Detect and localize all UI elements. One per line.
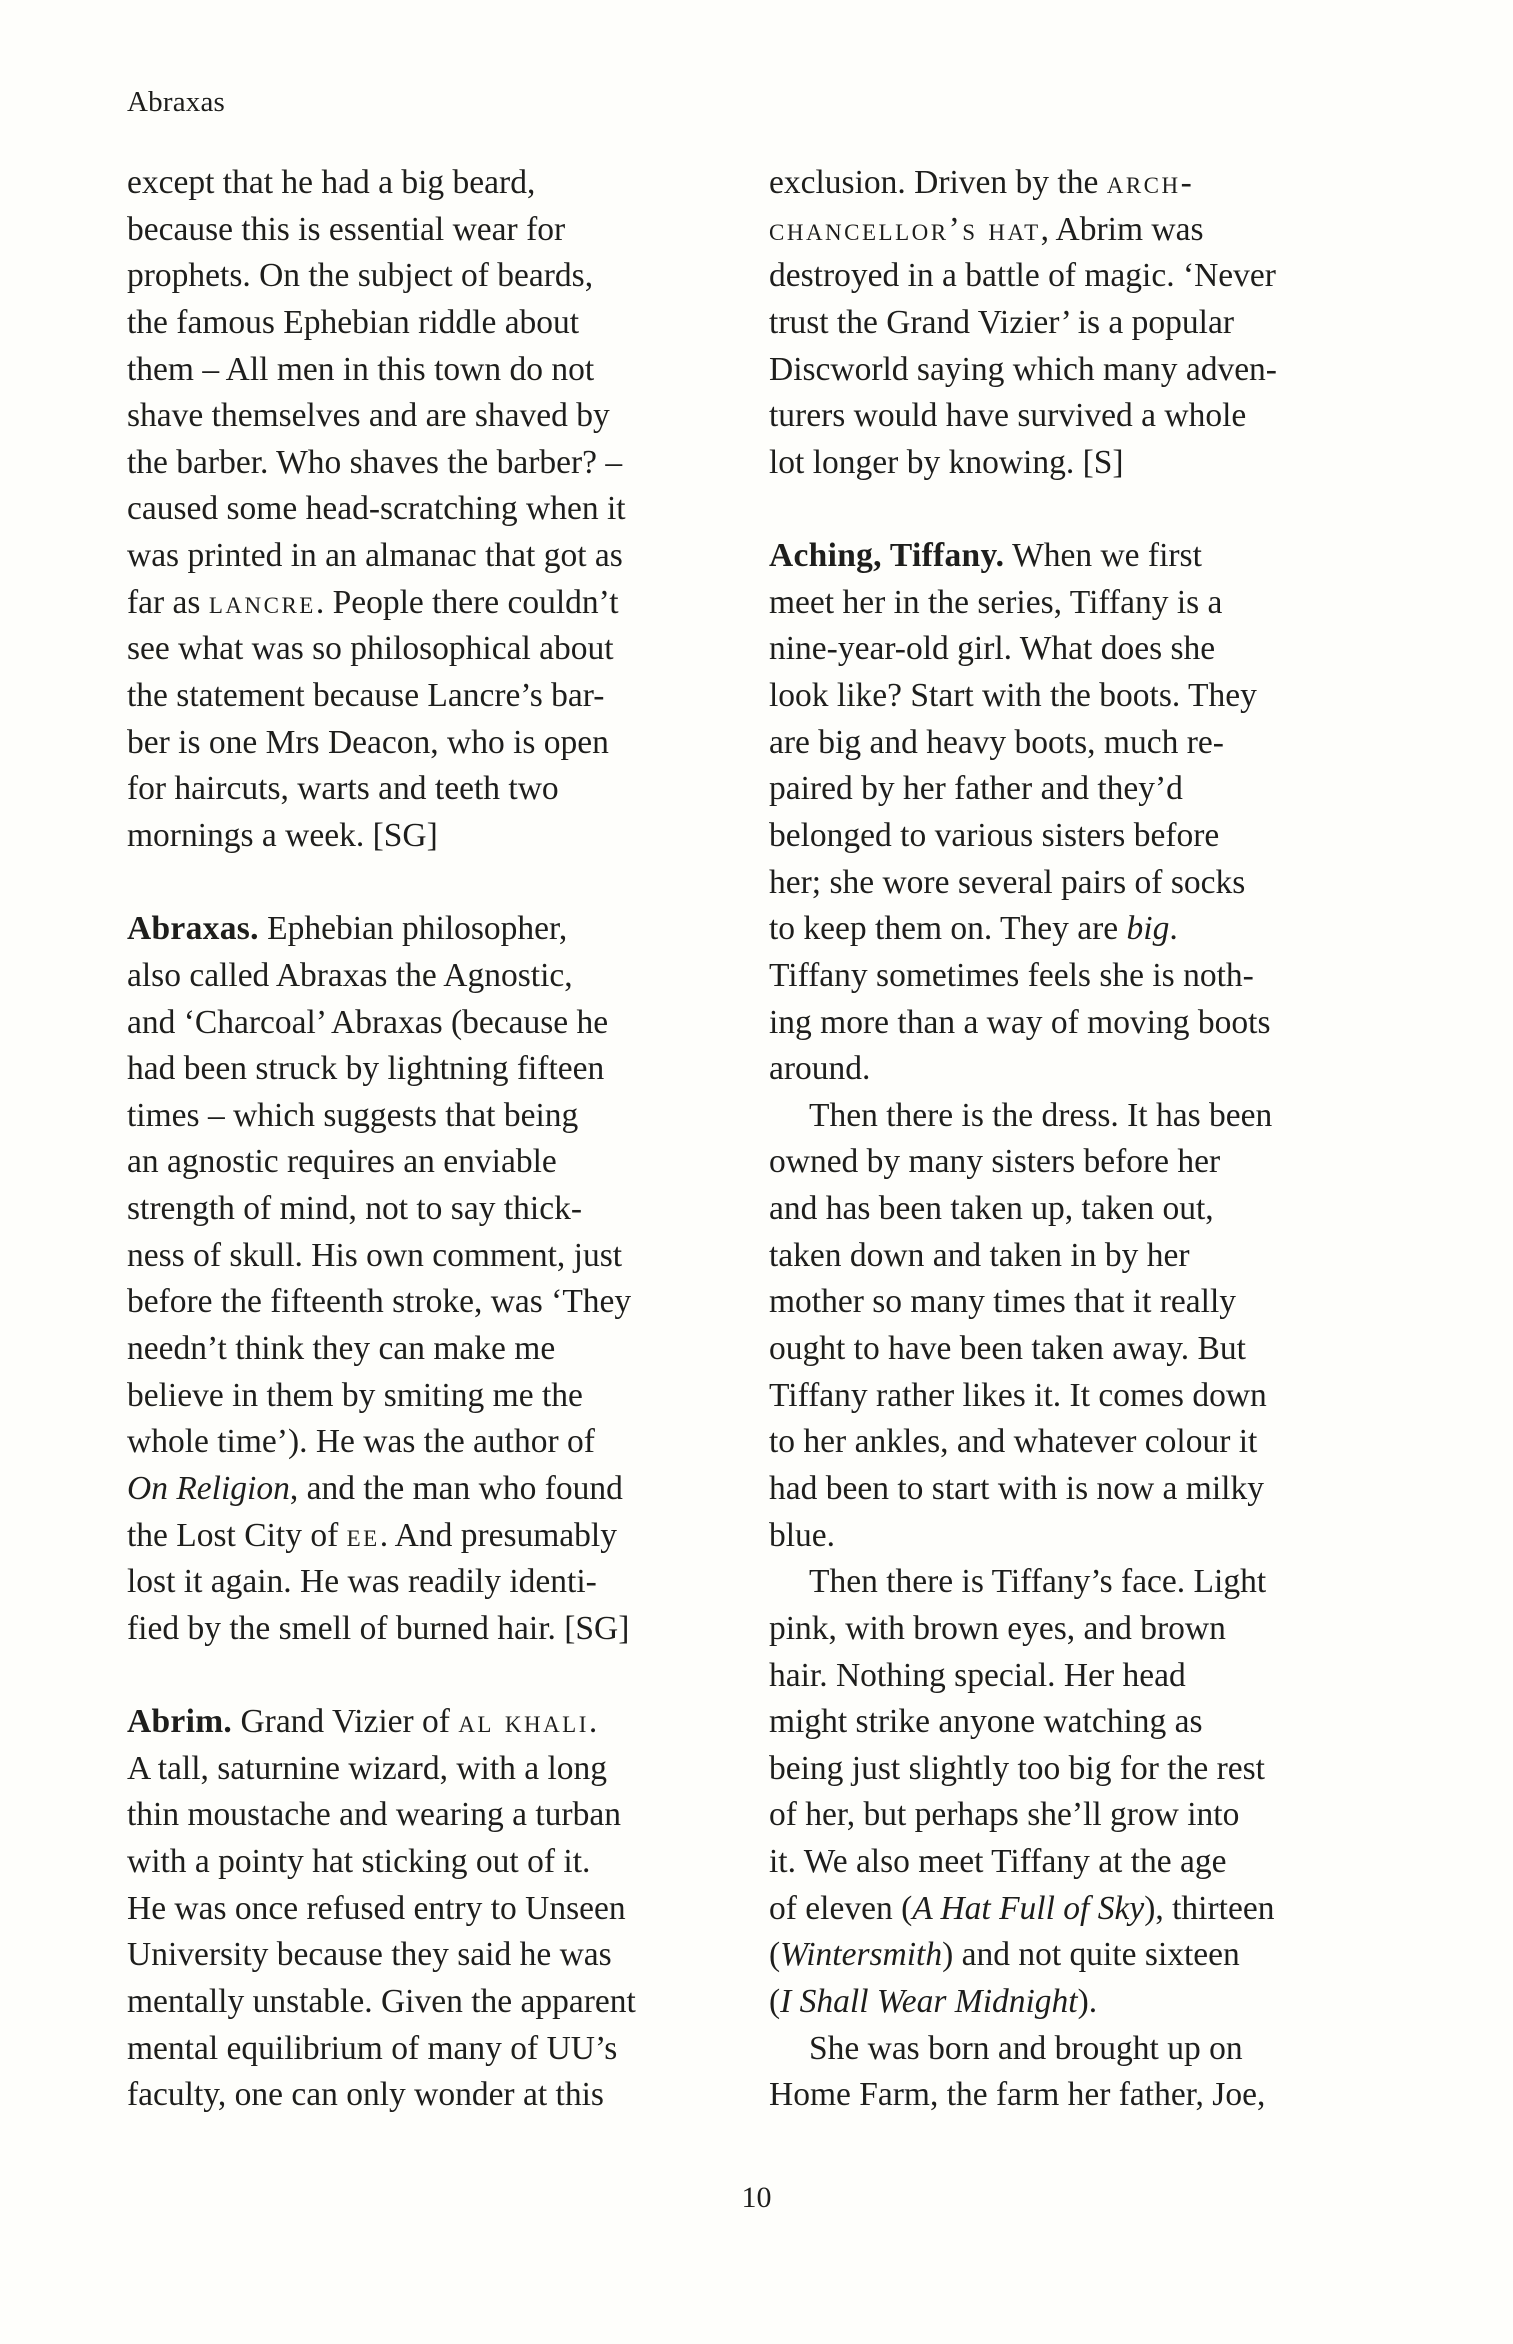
text-run: belonged to various sisters before (769, 816, 1220, 854)
text-line (769, 953, 1365, 1000)
text-run: owned by many sisters before her (769, 1143, 1221, 1181)
text-run: and has been taken up, taken out, (769, 1190, 1214, 1228)
text-run: . (1169, 910, 1178, 948)
text-line (127, 626, 727, 673)
text-run: , Abrim was (1040, 210, 1204, 248)
left-column (127, 160, 727, 2119)
text-line (127, 2072, 727, 2119)
text-line (769, 2026, 1405, 2073)
text-run: had been struck by lightning fifteen (127, 1050, 605, 1088)
text-run: far as (127, 583, 209, 621)
text-line (769, 673, 1365, 720)
text-line (769, 1466, 1365, 1513)
text-run: blue. (769, 1516, 836, 1554)
text-line (127, 1513, 727, 1560)
right-column (769, 160, 1365, 2119)
text-run: strength of mind, not to say thick- (127, 1190, 582, 1228)
text-run: needn’t think they can make me (127, 1330, 556, 1368)
text-run: around. (769, 1050, 871, 1088)
text-run: prophets. On the subject of beards, (127, 257, 594, 295)
text-line (769, 440, 1365, 487)
text-run: University because they said he was (127, 1936, 612, 1974)
text-line (769, 906, 1365, 953)
text-line (769, 1000, 1365, 1047)
text-line (127, 1466, 727, 1513)
text-run: meet her in the series, Tiffany is a (769, 583, 1223, 621)
text-line (127, 1046, 727, 1093)
text-run: ), thirteen (1144, 1889, 1275, 1927)
text-run: except that he had a big beard, (127, 164, 536, 201)
text-line (127, 1419, 727, 1466)
text-run: ) and not quite sixteen (942, 1936, 1240, 1974)
text-line (769, 1513, 1365, 1560)
text-line (769, 393, 1365, 440)
text-run: mother so many times that it really (769, 1283, 1237, 1321)
text-run: . And presumably (379, 1516, 617, 1554)
text-run: lot longer by knowing. [S] (769, 443, 1124, 481)
text-run: the barber. Who shaves the barber? – (127, 443, 623, 481)
text-line (769, 1699, 1365, 1746)
text-line (127, 207, 727, 254)
page-number: 10 (741, 2181, 772, 2214)
text-run: might strike anyone watching as (769, 1703, 1203, 1741)
text-line (769, 1279, 1365, 1326)
text-run: mornings a week. [SG] (127, 816, 438, 854)
text-line (127, 766, 727, 813)
book-title: big (1126, 910, 1170, 948)
text-run: pink, with brown eyes, and brown (769, 1609, 1226, 1647)
text-line (127, 1000, 727, 1047)
text-run: had been to start with is now a milky (769, 1469, 1264, 1507)
cross-reference: al khali (458, 1703, 589, 1741)
text-line (769, 860, 1365, 907)
text-line (769, 1046, 1365, 1093)
text-line (769, 1653, 1365, 1700)
text-run: it. We also meet Tiffany at the age (769, 1843, 1227, 1881)
text-run: the famous Ephebian riddle about (127, 303, 580, 341)
text-line (127, 347, 727, 394)
cross-reference: ee (346, 1516, 380, 1554)
text-line (127, 1559, 727, 1606)
text-run: also called Abraxas the Agnostic, (127, 956, 573, 994)
cross-reference: lancre (208, 583, 316, 621)
text-line (127, 1606, 727, 1653)
text-line (769, 580, 1365, 627)
text-run: lost it again. He was readily identi- (127, 1563, 597, 1601)
text-run: paired by her father and they’d (769, 770, 1183, 808)
text-line (127, 953, 727, 1000)
cross-reference: arch- (1106, 164, 1195, 201)
text-run: times – which suggests that being (127, 1096, 579, 1134)
text-line (769, 1186, 1365, 1233)
text-run: being just slightly too big for the rest (769, 1749, 1265, 1787)
text-line (769, 347, 1365, 394)
text-line (769, 1886, 1365, 1933)
text-run: to her ankles, and whatever colour it (769, 1423, 1258, 1461)
entry-headword: Aching, Tiffany. (769, 537, 1005, 575)
text-line (769, 1746, 1365, 1793)
paragraph-gap (769, 486, 1365, 533)
text-run: of her, but perhaps she’ll grow into (769, 1796, 1240, 1834)
text-line (769, 2072, 1365, 2119)
text-run: taken down and taken in by her (769, 1236, 1190, 1274)
text-run: are big and heavy boots, much re- (769, 723, 1224, 761)
text-line (769, 1326, 1365, 1373)
text-run: ness of skull. His own comment, just (127, 1236, 623, 1274)
text-run: look like? Start with the boots. They (769, 677, 1257, 715)
text-line (127, 580, 727, 627)
text-run: nine-year-old girl. What does she (769, 630, 1216, 668)
text-run: trust the Grand Vizier’ is a popular (769, 303, 1234, 341)
paragraph-gap (127, 1653, 727, 1700)
text-line (769, 766, 1365, 813)
text-run: to keep them on. They are (769, 910, 1127, 948)
text-run: was printed in an almanac that got as (127, 537, 623, 575)
paragraph-gap (127, 860, 727, 907)
text-line (127, 533, 727, 580)
text-run: before the fifteenth stroke, was ‘They (127, 1283, 632, 1321)
text-line (769, 533, 1365, 580)
text-line (127, 393, 727, 440)
text-run: an agnostic requires an enviable (127, 1143, 557, 1181)
text-line (127, 440, 727, 487)
text-run: whole time’). He was the author of (127, 1423, 595, 1461)
text-run: them – All men in this town do not (127, 350, 595, 388)
text-run: the statement because Lancre’s bar- (127, 677, 605, 715)
text-run: She was born and brought up on (809, 2029, 1243, 2067)
text-run: , and the man who found (289, 1469, 623, 1507)
text-line (769, 1139, 1365, 1186)
text-line (127, 1839, 727, 1886)
text-line (127, 1326, 727, 1373)
book-title: I Shall Wear Midnight (780, 1982, 1078, 2020)
text-run: Tiffany rather likes it. It comes down (769, 1376, 1267, 1414)
text-run: her; she wore several pairs of socks (769, 863, 1246, 901)
text-run: Home Farm, the farm her father, Joe, (769, 2076, 1266, 2114)
text-line (127, 720, 727, 767)
text-run: see what was so philosophical about (127, 630, 614, 668)
text-run: faculty, one can only wonder at this (127, 2076, 604, 2114)
text-line (127, 300, 727, 347)
text-line (769, 813, 1365, 860)
text-run: He was once refused entry to Unseen (127, 1889, 626, 1927)
text-line (769, 720, 1365, 767)
text-line (769, 1792, 1365, 1839)
text-run: and ‘Charcoal’ Abraxas (because he (127, 1003, 609, 1041)
text-run: ing more than a way of moving boots (769, 1003, 1271, 1041)
book-title: Wintersmith (780, 1936, 943, 1974)
entry-headword: Abraxas. (127, 910, 259, 948)
text-run: thin moustache and wearing a turban (127, 1796, 621, 1834)
running-head: Abraxas (127, 86, 226, 118)
text-run: mentally unstable. Given the apparent (127, 1982, 636, 2020)
text-line (127, 906, 727, 953)
text-run: . People there couldn’t (315, 583, 619, 621)
text-line (769, 1979, 1365, 2026)
text-run: A tall, saturnine wizard, with a long (127, 1749, 608, 1787)
text-line (127, 1792, 727, 1839)
text-run: ( (769, 1936, 781, 1974)
text-run: believe in them by smiting me the (127, 1376, 583, 1414)
text-line (127, 813, 727, 860)
text-line (127, 1233, 727, 1280)
text-line (769, 253, 1365, 300)
text-line (769, 1419, 1365, 1466)
text-line (127, 1373, 727, 1420)
text-run: shave themselves and are shaved by (127, 397, 610, 435)
text-run: of eleven ( (769, 1889, 913, 1927)
text-line (769, 1839, 1365, 1886)
text-line (127, 2026, 727, 2073)
text-line (127, 160, 727, 207)
text-run: ). (1077, 1982, 1098, 2020)
text-run: exclusion. Driven by the (769, 164, 1107, 201)
text-run: Ephebian philosopher, (258, 910, 568, 948)
entry-headword: Abrim. (127, 1703, 233, 1741)
text-run: Grand Vizier of (232, 1703, 459, 1741)
text-line (127, 1932, 727, 1979)
text-line (127, 1746, 727, 1793)
text-line (769, 160, 1365, 207)
text-run: for haircuts, warts and teeth two (127, 770, 559, 808)
text-run: caused some head-scratching when it (127, 490, 626, 528)
text-line (127, 1186, 727, 1233)
text-line (127, 1093, 727, 1140)
text-run: Discworld saying which many adven- (769, 350, 1277, 388)
text-run: ought to have been taken away. But (769, 1330, 1246, 1368)
text-run: Then there is Tiffany’s face. Light (809, 1563, 1267, 1601)
text-line (127, 486, 727, 533)
text-run: Tiffany sometimes feels she is noth- (769, 956, 1254, 994)
text-run: destroyed in a battle of magic. ‘Never (769, 257, 1276, 295)
text-line (769, 1606, 1365, 1653)
text-line (769, 300, 1365, 347)
book-title: A Hat Full of Sky (912, 1889, 1145, 1927)
text-run: because this is essential wear for (127, 210, 566, 248)
text-line (127, 1279, 727, 1326)
text-line (769, 1559, 1405, 1606)
text-line (769, 1093, 1405, 1140)
text-line (127, 1886, 727, 1933)
text-line (769, 1373, 1365, 1420)
text-line (127, 1979, 727, 2026)
text-run: fied by the smell of burned hair. [SG] (127, 1609, 630, 1647)
text-run: with a pointy hat sticking out of it. (127, 1843, 591, 1881)
text-run: turers would have survived a whole (769, 397, 1247, 435)
text-run: mental equilibrium of many of UU’s (127, 2029, 618, 2067)
text-line (769, 626, 1365, 673)
cross-reference: chancellor’s hat (769, 210, 1041, 248)
text-run: hair. Nothing special. Her head (769, 1656, 1186, 1694)
text-run: ( (769, 1982, 781, 2020)
text-line (127, 1699, 727, 1746)
text-line (769, 1233, 1365, 1280)
text-run: ber is one Mrs Deacon, who is open (127, 723, 609, 761)
text-line (127, 1139, 727, 1186)
book-title: On Religion (127, 1469, 290, 1507)
text-run: . (588, 1703, 598, 1741)
text-line (127, 673, 727, 720)
text-line (769, 1932, 1365, 1979)
text-run: When we first (1004, 537, 1202, 575)
text-run: the Lost City of (127, 1516, 347, 1554)
text-line (127, 253, 727, 300)
text-line (769, 207, 1365, 254)
text-run: Then there is the dress. It has been (809, 1096, 1273, 1134)
